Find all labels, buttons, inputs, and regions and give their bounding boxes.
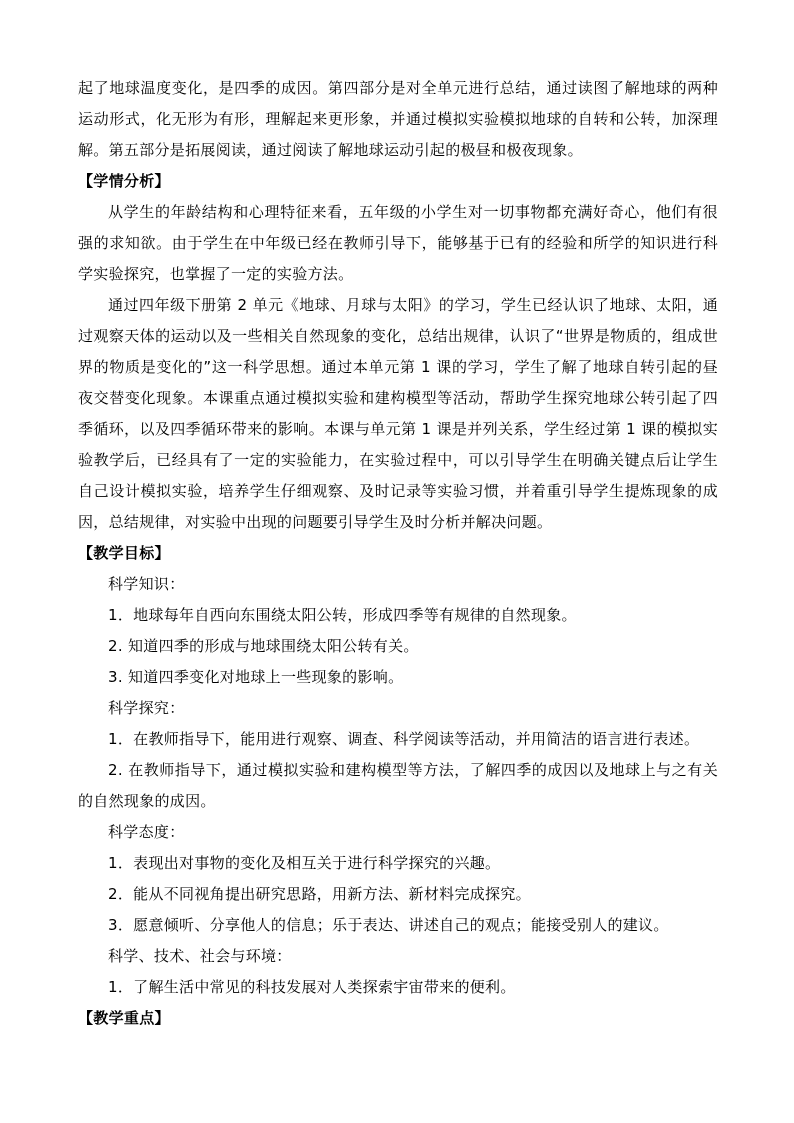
teaching-focus-heading: 【教学重点】 [78, 1009, 170, 1027]
learning-analysis-heading: 【学情分析】 [78, 172, 170, 190]
sts-item-1: 1．了解生活中常见的科技发展对人类探索宇宙带来的便利。 [108, 978, 516, 996]
document-body [78, 73, 718, 1034]
attitude-label: 科学态度： [108, 823, 185, 841]
learning-analysis-paragraph-1: 从学生的年龄结构和心理特征来看，五年级的小学生对一切事物都充满好奇心，他们有很强的求知欲。由于学生在中年级已经在教师引导下，能够基于已有的经验和所学的知识进行科学实验探究，也掌握了一定的实验方法。 [78, 203, 718, 283]
inquiry-item-2: 2. 在教师指导下，通过模拟实验和建构模型等方法，了解四季的成因以及地球上与之有关的自然现象的成因。 [78, 761, 718, 810]
knowledge-item-1: 1．地球每年自西向东围绕太阳公转，形成四季等有规律的自然现象。 [108, 606, 577, 624]
teaching-goals-heading: 【教学目标】 [78, 544, 170, 562]
knowledge-item-2: 2. 知道四季的形成与地球围绕太阳公转有关。 [108, 637, 419, 655]
knowledge-item-3: 3. 知道四季变化对地球上一些现象的影响。 [108, 668, 404, 686]
inquiry-item-1: 1．在教师指导下，能用进行观察、调查、科学阅读等活动，并用简洁的语言进行表述。 [108, 730, 700, 748]
inquiry-label: 科学探究： [108, 699, 185, 717]
attitude-item-2: 2．能从不同视角提出研究思路，用新方法、新材料完成探究。 [108, 885, 531, 903]
attitude-item-1: 1．表现出对事物的变化及相互关于进行科学探究的兴趣。 [108, 854, 501, 872]
attitude-item-3: 3．愿意倾听、分享他人的信息；乐于表达、讲述自己的观点；能接受别人的建议。 [108, 916, 669, 934]
sts-label: 科学、技术、社会与环境： [108, 947, 292, 965]
learning-analysis-paragraph-2: 通过四年级下册第 2 单元《地球、月球与太阳》的学习，学生已经认识了地球、太阳，通过观察天体的运动以及一些相关自然现象的变化，总结出规律，认识了“世界是物质的，组成世界的物质是变化的”这一科学思想。通过本单元第 1 课的学习，学生了解了地球自转引起的昼夜交替变化现象。本课重点通过模拟实验和建构模型等活动，帮助学生探究地球公转引起了四季循环，以及四季循环带来的影响。本课与单元第 1 课是并列关系，学生经过第 1 课的模拟实验教学后，已经具有了一定的实验能力，在实验过程中，可以引导学生在明确关键点后让学生自己设计模拟实验，培养学生仔细观察、及时记录等实验习惯，并着重引导学生提炼现象的成因，总结规律，对实验中出现的问题要引导学生及时分析并解决问题。 [78, 296, 718, 531]
knowledge-label: 科学知识： [108, 575, 185, 593]
intro-paragraph: 起了地球温度变化，是四季的成因。第四部分是对全单元进行总结，通过读图了解地球的两种运动形式，化无形为有形，理解起来更形象，并通过模拟实验模拟地球的自转和公转，加深理解。第五部分是拓展阅读，通过阅读了解地球运动引起的极昼和极夜现象。 [78, 79, 718, 159]
